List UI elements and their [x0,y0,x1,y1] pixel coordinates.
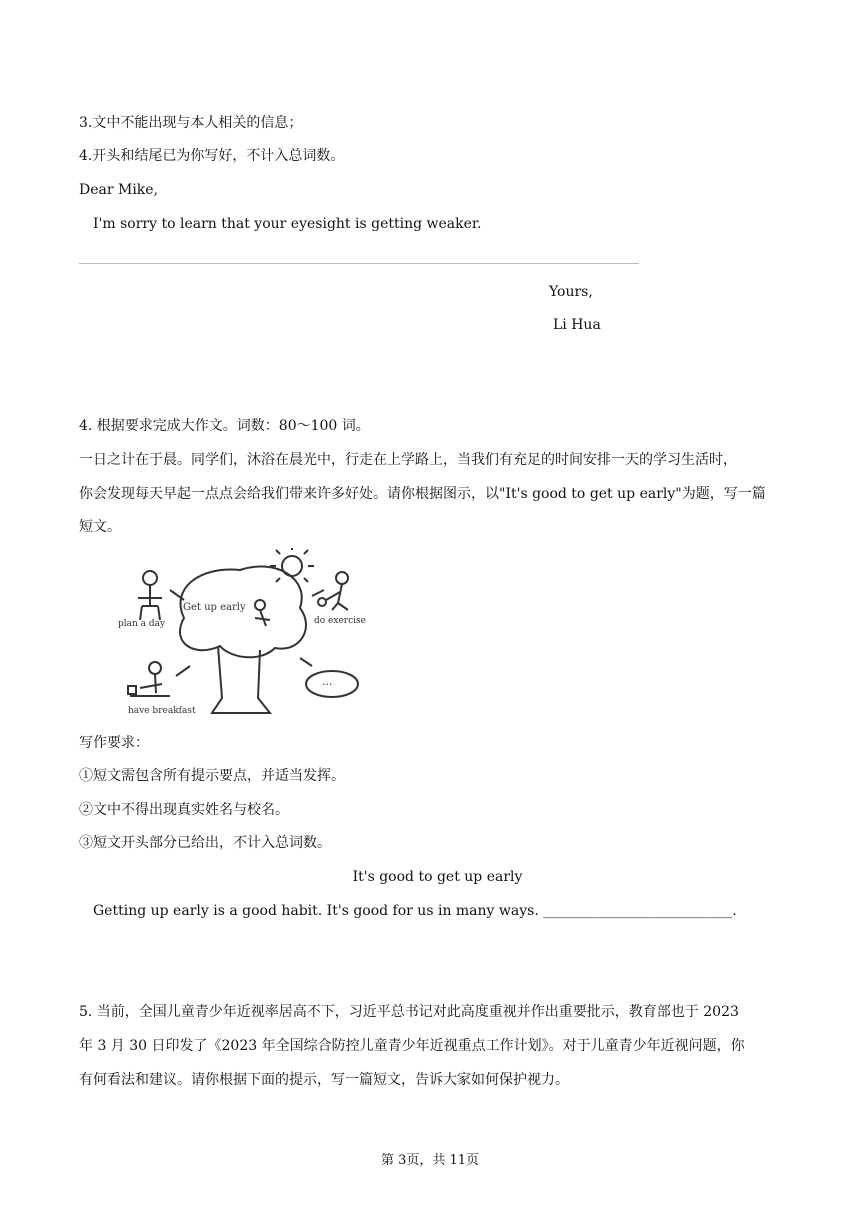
label-get-up-early: Get up early [183,602,246,613]
label-have-breakfast: have breakfast [128,706,196,716]
question-4-para-line2: 你会发现每天早起一点点会给我们带来许多好处。请你根据图示，以"It's good to get up early"为题，写一篇 [79,486,766,502]
question-4-para-line3: 短文。 [79,519,121,535]
label-plan-a-day: plan a day [118,619,166,629]
writing-requirement-3: ③短文开头部分已给出，不计入总词数。 [79,835,331,851]
letter-opening: I'm sorry to learn that your eyesight is getting weaker. [93,216,482,232]
question-5-line2: 年 3 月 30 日印发了《2023 年全国综合防控儿童青少年近视重点工作计划》。对于儿童青少年近视问题，你 [79,1038,745,1054]
letter-greeting: Dear Mike, [79,182,159,198]
question-5-line3: 有何看法和建议。请你根据下面的提示，写一篇短文，告诉大家如何保护视力。 [79,1072,569,1088]
essay-title: It's good to get up early [352,869,523,885]
question-5-line1: 5. 当前，全国儿童青少年近视率居高不下，习近平总书记对此高度重视并作出重要批示，教育部也于 2023 [79,1004,739,1020]
requirement-4: 4.开头和结尾已为你写好，不计入总词数。 [79,148,345,164]
label-more: ··· [322,678,333,691]
writing-line [79,263,639,264]
page-footer: 第 3页，共 11页 [380,1153,480,1168]
essay-start: Getting up early is a good habit. It's good for us in many ways. ___________________________. [93,903,737,919]
writing-requirement-1: ①短文需包含所有提示要点，并适当发挥。 [79,768,345,784]
writing-requirements-heading: 写作要求： [79,735,149,751]
get-up-early-illustration [100,548,400,718]
label-do-exercise: do exercise [314,616,366,626]
question-4-title: 4. 根据要求完成大作文。词数：80～100 词。 [79,418,370,434]
writing-requirement-2: ②文中不得出现真实姓名与校名。 [79,802,289,818]
question-4-para-line1: 一日之计在于晨。同学们，沐浴在晨光中，行走在上学路上，当我们有充足的时间安排一天的学习生活时， [79,452,737,468]
letter-signature: Li Hua [553,317,601,333]
letter-closing: Yours, [549,284,593,300]
requirement-3: 3.文中不能出现与本人相关的信息； [79,115,303,131]
